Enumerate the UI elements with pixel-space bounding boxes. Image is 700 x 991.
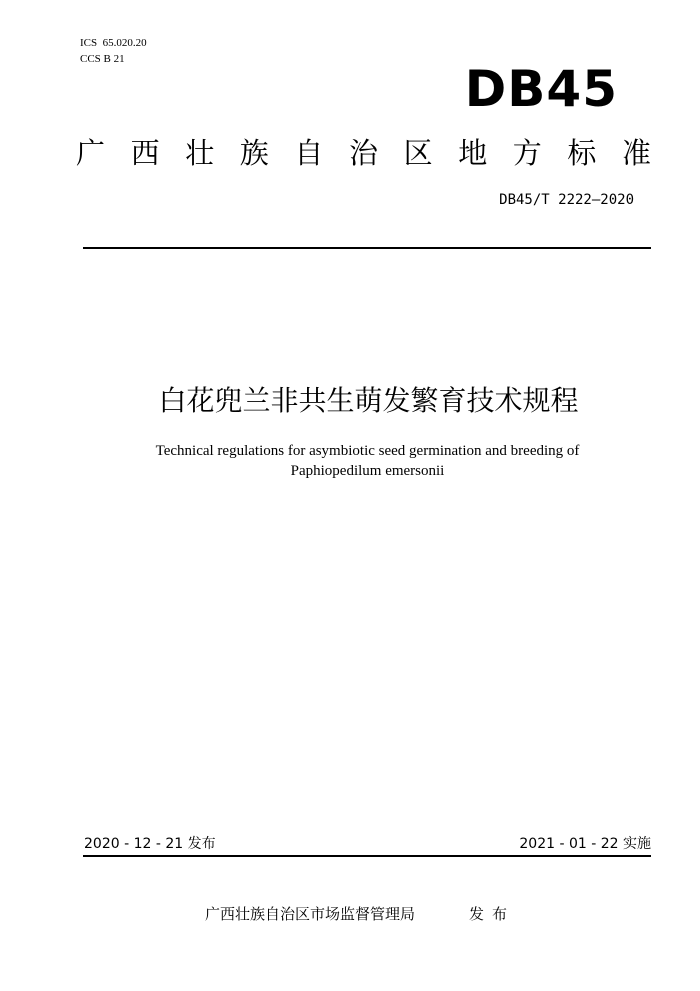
top-divider [83,247,651,249]
ccs-code: CCS B 21 [80,53,125,65]
document-title: 白花兜兰非共生萌发繁育技术规程 [158,384,579,417]
db45-logo: DB45 [464,60,618,118]
implementation-date: 2021 - 01 - 22 实施 [519,836,651,852]
document-english-title: Technical regulations for asymbiotic seed germination and breeding of Paphiopedilum emersonii [155,443,580,479]
issue-label: 发布 [469,905,516,923]
issue-date: 2020 - 12 - 21 发布 [84,836,216,852]
issuing-authority: 广西壮族自治区市场监督管理局 [205,905,416,923]
standard-number: DB45/T 2222—2020 [499,192,634,208]
bottom-divider [83,855,651,857]
standard-title: 广西壮族自治区地方标准 [76,136,651,170]
classification-codes [80,35,147,67]
ics-code: ICS 65.020.20 [80,37,147,49]
